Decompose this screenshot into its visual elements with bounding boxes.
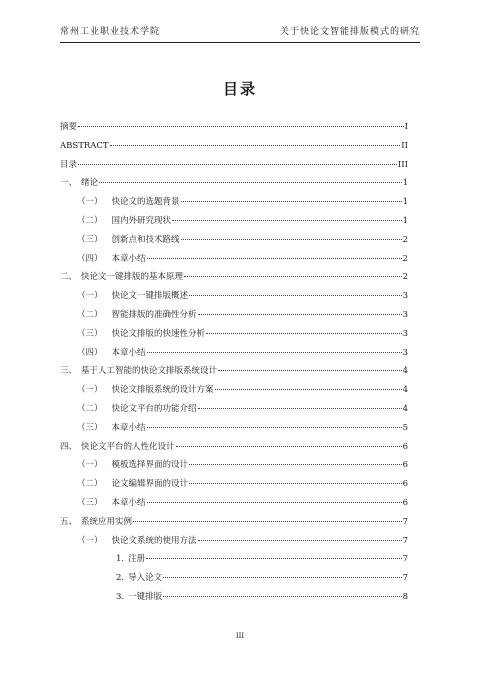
toc-entry-text: 导入论文 — [128, 573, 163, 584]
toc-entry-page: 2 — [402, 272, 408, 283]
toc-entry-number: 二、 — [60, 272, 78, 283]
toc-entry-number: （二） — [77, 479, 103, 490]
toc-leader-dots — [78, 164, 397, 165]
page-header — [60, 24, 420, 43]
toc-entry[interactable] — [60, 118, 408, 137]
toc-entry[interactable] — [60, 569, 408, 588]
toc-entry-text: 系统应用实例 — [81, 516, 133, 527]
toc-entry-label — [116, 588, 162, 607]
toc-entry[interactable] — [60, 231, 408, 250]
toc-entry-text: 基于人工智能的快论文排版系统设计 — [81, 366, 218, 377]
toc-entry-text: 快论文一键排版的基本原理 — [81, 272, 184, 283]
toc-leader-dots — [146, 558, 401, 559]
toc-entry[interactable] — [60, 156, 408, 175]
toc-entry-page: 1 — [402, 178, 408, 189]
toc-leader-dots — [198, 314, 402, 315]
toc-entry[interactable] — [60, 325, 408, 344]
toc-leader-dots — [198, 408, 402, 409]
toc-entry-page: 1 — [402, 215, 408, 226]
toc-entry-number: （四） — [77, 253, 103, 264]
header-paper-title: 关于快论文智能排版模式的研究 — [279, 27, 420, 37]
toc-entry-number: （一） — [77, 535, 103, 546]
toc-entry-text: 本章小结 — [111, 422, 146, 433]
toc-entry[interactable] — [60, 137, 408, 156]
toc-entry-page: 7 — [402, 516, 408, 527]
toc-entry-text: 绪论 — [81, 178, 99, 189]
toc-entry[interactable] — [60, 588, 408, 607]
toc-leader-dots — [147, 258, 402, 259]
toc-entry[interactable] — [60, 174, 408, 193]
toc-entry-page: 2 — [402, 234, 408, 245]
toc-entry-number: （三） — [77, 422, 103, 433]
toc-entry-number: （二） — [77, 215, 103, 226]
toc-entry-text: 快论文一键排版概述 — [111, 291, 189, 302]
toc-entry-number: （二） — [77, 403, 103, 414]
toc-leader-dots — [215, 389, 402, 390]
toc-entry[interactable] — [60, 550, 408, 569]
toc-entry-page: 3 — [402, 291, 408, 302]
toc-entry-label — [60, 137, 109, 156]
toc-entry-page: III — [397, 159, 408, 170]
toc-entry[interactable] — [60, 475, 408, 494]
toc-entry-label — [77, 475, 188, 494]
toc-entry-page: 6 — [402, 497, 408, 508]
toc-entry-label — [60, 156, 77, 175]
toc-leader-dots — [189, 483, 402, 484]
toc-entry-text: 快论文排版系统的设计方案 — [111, 385, 214, 396]
toc-entry-label — [77, 419, 146, 438]
toc-leader-dots — [218, 370, 402, 371]
header-school-name: 常州工业职业技术学院 — [60, 27, 161, 37]
toc-entry-text: 快论文平台的功能介绍 — [111, 403, 197, 414]
toc-entry-text: ABSTRACT — [60, 140, 109, 151]
toc-entry-label — [77, 193, 180, 212]
toc-leader-dots — [99, 182, 402, 183]
toc-entry-page: 3 — [402, 309, 408, 320]
toc-entry-label — [60, 513, 132, 532]
toc-entry[interactable] — [60, 362, 408, 381]
toc-entry-page: 6 — [402, 441, 408, 452]
toc-entry[interactable] — [60, 419, 408, 438]
toc-entry-page: 3 — [402, 347, 408, 358]
toc-entry[interactable] — [60, 193, 408, 212]
toc-leader-dots — [172, 220, 402, 221]
toc-leader-dots — [147, 427, 402, 428]
toc-entry-page: 4 — [402, 403, 408, 414]
toc-entry-text: 摘要 — [60, 122, 78, 132]
toc-leader-dots — [198, 540, 402, 541]
toc-leader-dots — [181, 239, 402, 240]
toc-entry-label — [77, 381, 214, 400]
toc-entry-number: 四、 — [60, 441, 78, 452]
toc-entry-page: 8 — [402, 591, 408, 602]
toc-entry-number: 一、 — [60, 178, 78, 189]
toc-entry[interactable] — [60, 456, 408, 475]
toc-entry[interactable] — [60, 400, 408, 419]
toc-entry-page: 6 — [402, 460, 408, 471]
toc-entry-page: II — [401, 140, 408, 151]
toc-entry-label — [77, 231, 180, 250]
toc-entry-text: 本章小结 — [111, 253, 146, 264]
toc-entry[interactable] — [60, 212, 408, 231]
toc-leader-dots — [78, 126, 404, 127]
toc-entry-page: 4 — [402, 366, 408, 377]
toc-entry-number: 3. — [116, 591, 125, 602]
toc-entry-label — [77, 212, 171, 231]
toc-entry-number: （三） — [77, 234, 103, 245]
toc-entry-label — [77, 344, 146, 363]
toc-entry[interactable] — [60, 268, 408, 287]
toc-entry-text: 智能排版的准确性分析 — [111, 309, 197, 320]
toc-entry-text: 目录 — [60, 159, 78, 170]
toc-leader-dots — [133, 521, 402, 522]
toc-leader-dots — [163, 577, 401, 578]
toc-entry-label — [60, 362, 217, 381]
table-of-contents — [60, 118, 408, 607]
toc-entry-number: 五、 — [60, 516, 78, 527]
toc-entry[interactable] — [60, 513, 408, 532]
toc-entry-number: （三） — [77, 497, 103, 508]
toc-entry[interactable] — [60, 250, 408, 269]
toc-entry-text: 创新点和技术路线 — [111, 234, 180, 245]
toc-entry-label — [77, 456, 188, 475]
toc-entry-text: 本章小结 — [111, 347, 146, 358]
toc-entry-page: 5 — [402, 422, 408, 433]
toc-entry-page: I — [404, 122, 408, 132]
toc-entry-number: 2. — [116, 573, 125, 584]
toc-entry-number: 1. — [116, 554, 125, 565]
toc-entry-page: 1 — [402, 197, 408, 208]
toc-entry-page: 7 — [402, 573, 408, 584]
toc-entry-label — [116, 550, 145, 569]
toc-entry-number: （一） — [77, 385, 103, 396]
toc-entry-page: 2 — [402, 253, 408, 264]
toc-entry[interactable] — [60, 438, 408, 457]
toc-entry-number: （一） — [77, 460, 103, 471]
toc-entry-label — [116, 569, 162, 588]
toc-entry-label — [77, 306, 197, 325]
toc-entry-label — [60, 118, 77, 137]
toc-entry-label — [60, 438, 175, 457]
toc-entry-number: 三、 — [60, 366, 78, 377]
toc-entry-text: 快论文平台的人性化设计 — [81, 441, 175, 452]
toc-entry-text: 国内外研究现状 — [111, 215, 172, 226]
toc-entry-label — [77, 532, 197, 551]
toc-entry-number: （二） — [77, 309, 103, 320]
toc-entry-text: 模板选择界面的设计 — [111, 460, 189, 471]
toc-leader-dots — [147, 352, 402, 353]
toc-leader-dots — [110, 145, 401, 146]
toc-entry-label — [77, 250, 146, 269]
toc-entry-page: 6 — [402, 479, 408, 490]
toc-entry-label — [60, 268, 183, 287]
toc-entry-text: 快论文系统的使用方法 — [111, 535, 197, 546]
toc-entry-label — [77, 494, 146, 513]
toc-leader-dots — [181, 201, 402, 202]
toc-entry-page: 7 — [402, 554, 408, 565]
toc-entry-text: 快论文的选题背景 — [111, 197, 180, 208]
toc-entry-label — [77, 325, 205, 344]
toc-entry[interactable] — [60, 494, 408, 513]
toc-leader-dots — [189, 464, 402, 465]
toc-entry[interactable] — [60, 381, 408, 400]
toc-entry-text: 论文编辑界面的设计 — [111, 479, 189, 490]
toc-entry[interactable] — [60, 532, 408, 551]
toc-entry-text: 快论文排版的快速性分析 — [111, 328, 206, 339]
toc-entry-label — [77, 287, 188, 306]
toc-leader-dots — [163, 596, 401, 597]
toc-entry-number: （一） — [77, 197, 103, 208]
toc-leader-dots — [147, 502, 402, 503]
toc-leader-dots — [189, 295, 402, 296]
toc-entry-number: （四） — [77, 347, 103, 358]
page-number-footer: III — [235, 632, 245, 640]
toc-entry-number: （三） — [77, 328, 103, 339]
toc-entry[interactable] — [60, 344, 408, 363]
toc-entry-page: 3 — [402, 328, 408, 339]
toc-entry-text: 注册 — [128, 554, 146, 565]
toc-leader-dots — [184, 276, 402, 277]
toc-entry-page: 4 — [402, 385, 408, 396]
toc-entry-label — [60, 174, 98, 193]
toc-title: 目录 — [222, 80, 257, 98]
toc-leader-dots — [206, 333, 402, 334]
toc-leader-dots — [176, 446, 402, 447]
toc-entry-label — [77, 400, 197, 419]
toc-entry-text: 一键排版 — [128, 591, 163, 602]
toc-entry-number: （一） — [77, 291, 103, 302]
toc-entry-page: 7 — [402, 535, 408, 546]
toc-entry[interactable] — [60, 287, 408, 306]
toc-entry[interactable] — [60, 306, 408, 325]
toc-entry-text: 本章小结 — [111, 497, 146, 508]
